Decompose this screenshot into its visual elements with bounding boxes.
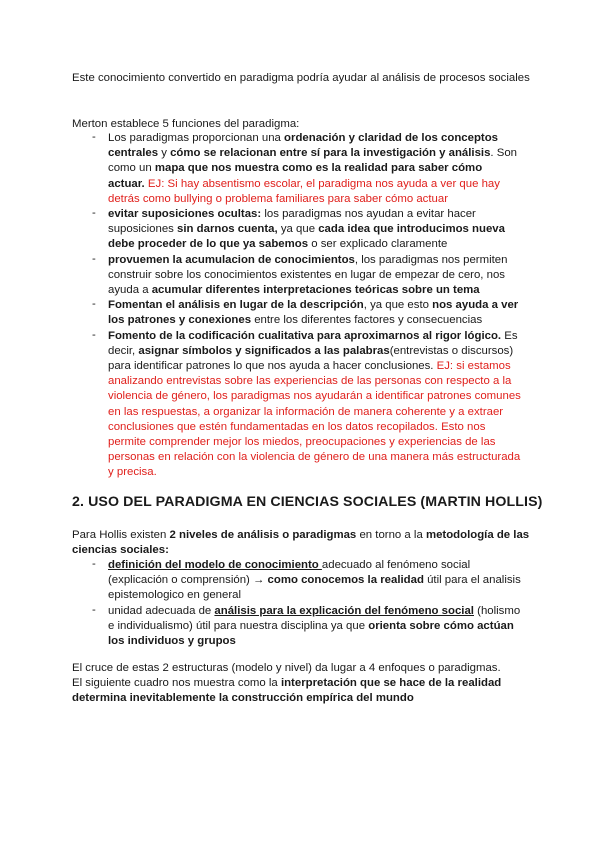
list-item: - Fomento de la codificación cualitativa para aproximarnos al rigor lógico. Es decir, asignar símbolos y significados a las palabras(entrevistas o discursos) para identificar patrones lo que nos ayuda a hacer conclusiones. EJ: si estamos analizando entrevistas sobre las experiencias de las personas con respecto a la violencia de género, los paradigmas nos ayudarán a identificar patrones comunes en las respuestas, a organizar la información de manera coherente y a extraer conclusiones que estén fundamentadas en los datos recopilados. Esto nos permite comprender mejor los miedos, preocupaciones y experiencias de las personas en relación con la violencia de género de una manera más estructurada y precisa. bbox=[92, 328, 521, 479]
dash-bullet: - bbox=[92, 131, 96, 143]
list-item: - Los paradigmas proporcionan una ordenación y claridad de los conceptos centrales y cómo se relacionan entre sí para la investigación y análisis. Son como un mapa que nos muestra como es la realidad para saber cómo actuar. EJ: Si hay absentismo escolar, el paradigma nos ayuda a ver que hay detrás como bullying o problema familiares para saber cómo actuar bbox=[92, 131, 518, 205]
list-item: - definición del modelo de conocimiento adecuado al fenómeno social (explicación o comprensión) → como conocemos la realidad útil para el analisis epistemologico en general bbox=[92, 558, 521, 602]
merton-functions-list bbox=[92, 131, 522, 481]
hollis-lead: Para Hollis existen 2 niveles de análisis o paradigmas en torno a la metodología de las ciencias sociales: bbox=[72, 529, 530, 557]
dash-bullet: - bbox=[92, 328, 96, 341]
dash-bullet: - bbox=[92, 298, 96, 311]
list-item: - unidad adecuada de análisis para la explicación del fenómeno social (holismo e individualismo) útil para nuestra disciplina ya que orienta sobre cómo actúan los individuos y grupos bbox=[92, 603, 521, 648]
merton-lead: Merton establece 5 funciones del paradigma: bbox=[72, 118, 300, 130]
section-heading: 2. USO DEL PARADIGMA EN CIENCIAS SOCIALES (MARTIN HOLLIS) bbox=[72, 494, 543, 510]
dash-bullet: - bbox=[92, 252, 96, 265]
list-item: - Fomentan el análisis en lugar de la descripción, ya que esto nos ayuda a ver los patrones y conexiones entre los diferentes factores y consecuencias bbox=[92, 298, 519, 327]
list-item: - evitar suposiciones ocultas: los paradigmas nos ayudan a evitar hacer suposiciones sin darnos cuenta, ya que cada idea que introducimos nueva debe proceder de lo que ya sabemos o ser explicado claramente bbox=[92, 207, 505, 251]
example-text: EJ: Si hay absentismo escolar, el paradigma nos ayuda a ver que hay detrás como bullying o problema familiares para saber cómo actuar bbox=[108, 177, 500, 205]
list-item: - provuemen la acumulacion de conocimientos, los paradigmas nos permiten construir sobre los conocimientos existentes en lugar de empezar de cero, nos ayuda a acumular diferentes interpretaciones teóricas sobre un tema bbox=[92, 252, 508, 297]
dash-bullet: - bbox=[92, 207, 96, 220]
closing-line-1: El cruce de estas 2 estructuras (modelo y nivel) da lugar a 4 enfoques o paradigmas. bbox=[72, 662, 501, 674]
closing-line-2: El siguiente cuadro nos muestra como la interpretación que se hace de la realidad determina inevitablemente la construcción empírica del mundo bbox=[72, 677, 502, 705]
dash-bullet: - bbox=[92, 558, 96, 570]
intro-line: Este conocimiento convertido en paradigma podría ayudar al análisis de procesos sociales bbox=[72, 72, 530, 84]
dash-bullet: - bbox=[92, 603, 96, 616]
hollis-levels-list bbox=[92, 558, 522, 649]
example-text: EJ: si estamos analizando entrevistas sobre las experiencias de las personas con respecto a la violencia de género, los paradigmas nos ayudarán a identificar patrones comunes en las respuestas, a organizar la información de manera coherente y a extraer conclusiones que estén fundamentadas en los datos recopilados. Esto nos permite comprender mejor los miedos, preocupaciones y experiencias de las personas en relación con la violencia de género de una manera más estructurada y precisa. bbox=[108, 360, 521, 479]
